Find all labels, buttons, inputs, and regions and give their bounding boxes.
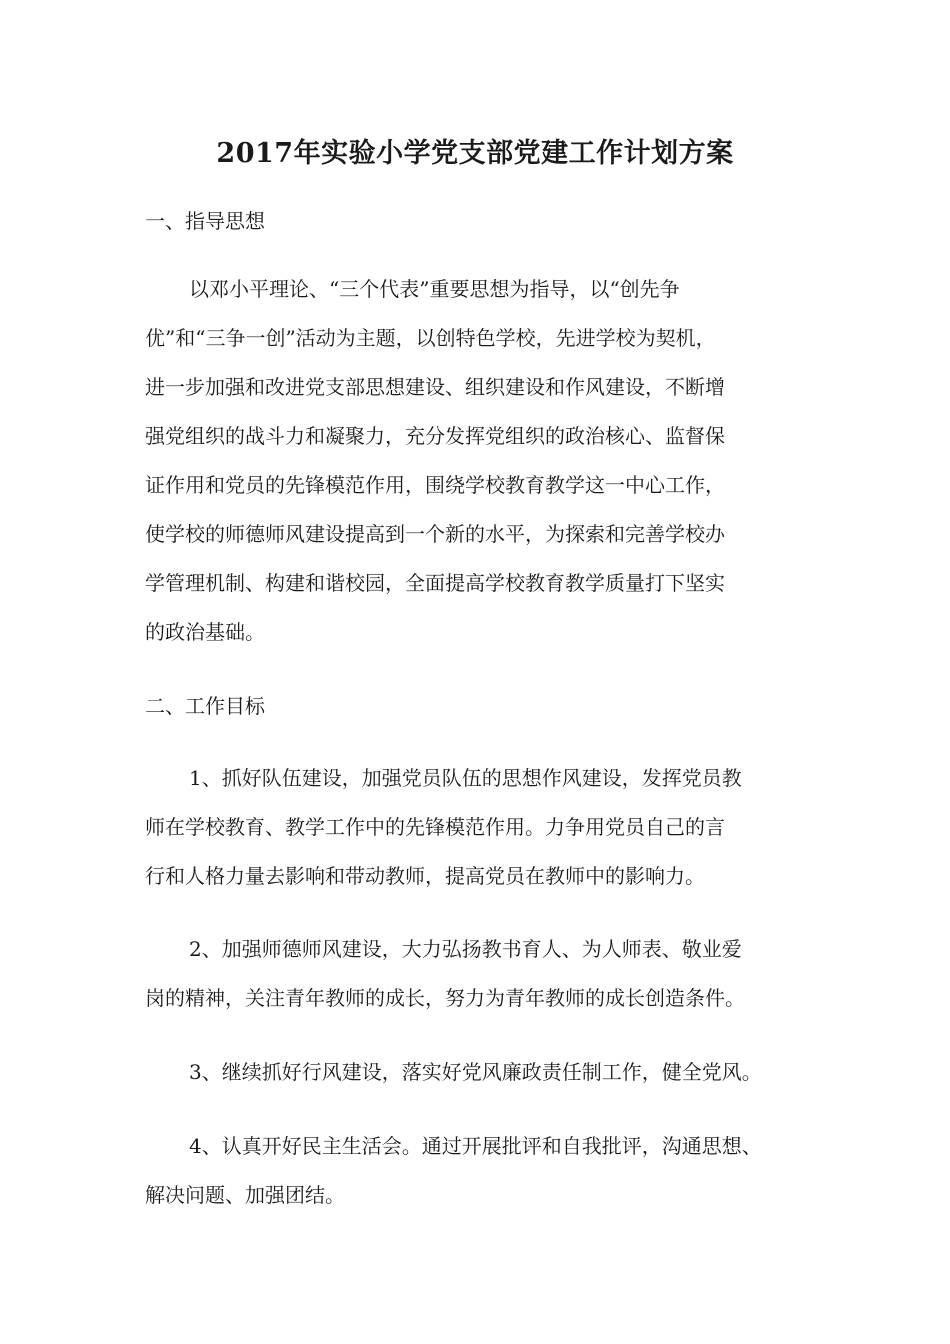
paragraph-goal-1	[145, 754, 825, 901]
text-line: 证作用和党员的先锋模范作用，围绕学校教育教学这一中心工作，	[145, 473, 725, 497]
text-line: 行和人格力量去影响和带动教师，提高党员在教师中的影响力。	[145, 864, 705, 888]
section-heading-guiding-ideology: 一、指导思想	[145, 209, 265, 233]
section-heading-work-goals: 二、工作目标	[145, 694, 265, 718]
text-line: 优”和“三争一创”活动为主题，以创特色学校，先进学校为契机，	[145, 326, 716, 350]
paragraph-goal-2	[145, 925, 825, 1023]
paragraph-goal-3	[145, 1048, 825, 1097]
text-line: 以邓小平理论、“三个代表”重要思想为指导，以“创先争	[189, 277, 680, 301]
text-line: 的政治基础。	[145, 620, 265, 644]
text-line: 2、加强师德师风建设，大力弘扬教书育人、为人师表、敬业爱	[189, 937, 742, 961]
text-line: 岗的精神，关注青年教师的成长，努力为青年教师的成长创造条件。	[145, 986, 745, 1010]
paragraph-guiding-ideology	[145, 265, 825, 657]
text-line: 使学校的师德师风建设提高到一个新的水平，为探索和完善学校办	[145, 522, 725, 546]
text-line: 师在学校教育、教学工作中的先锋模范作用。力争用党员自己的言	[145, 815, 725, 839]
document-title: 2017年实验小学党支部党建工作计划方案	[216, 138, 734, 169]
text-line: 进一步加强和改进党支部思想建设、组织建设和作风建设，不断增	[145, 375, 725, 399]
text-line: 4、认真开好民主生活会。通过开展批评和自我批评，沟通思想、	[189, 1134, 762, 1158]
text-line: 学管理机制、构建和谐校园，全面提高学校教育教学质量打下坚实	[145, 571, 725, 595]
text-line: 解决问题、加强团结。	[145, 1183, 345, 1207]
text-line: 3、继续抓好行风建设，落实好党风廉政责任制工作，健全党风。	[189, 1060, 762, 1084]
paragraph-goal-4	[145, 1122, 825, 1220]
text-line: 1、抓好队伍建设，加强党员队伍的思想作风建设，发挥党员教	[189, 766, 742, 790]
text-line: 强党组织的战斗力和凝聚力，充分发挥党组织的政治核心、监督保	[145, 424, 725, 448]
